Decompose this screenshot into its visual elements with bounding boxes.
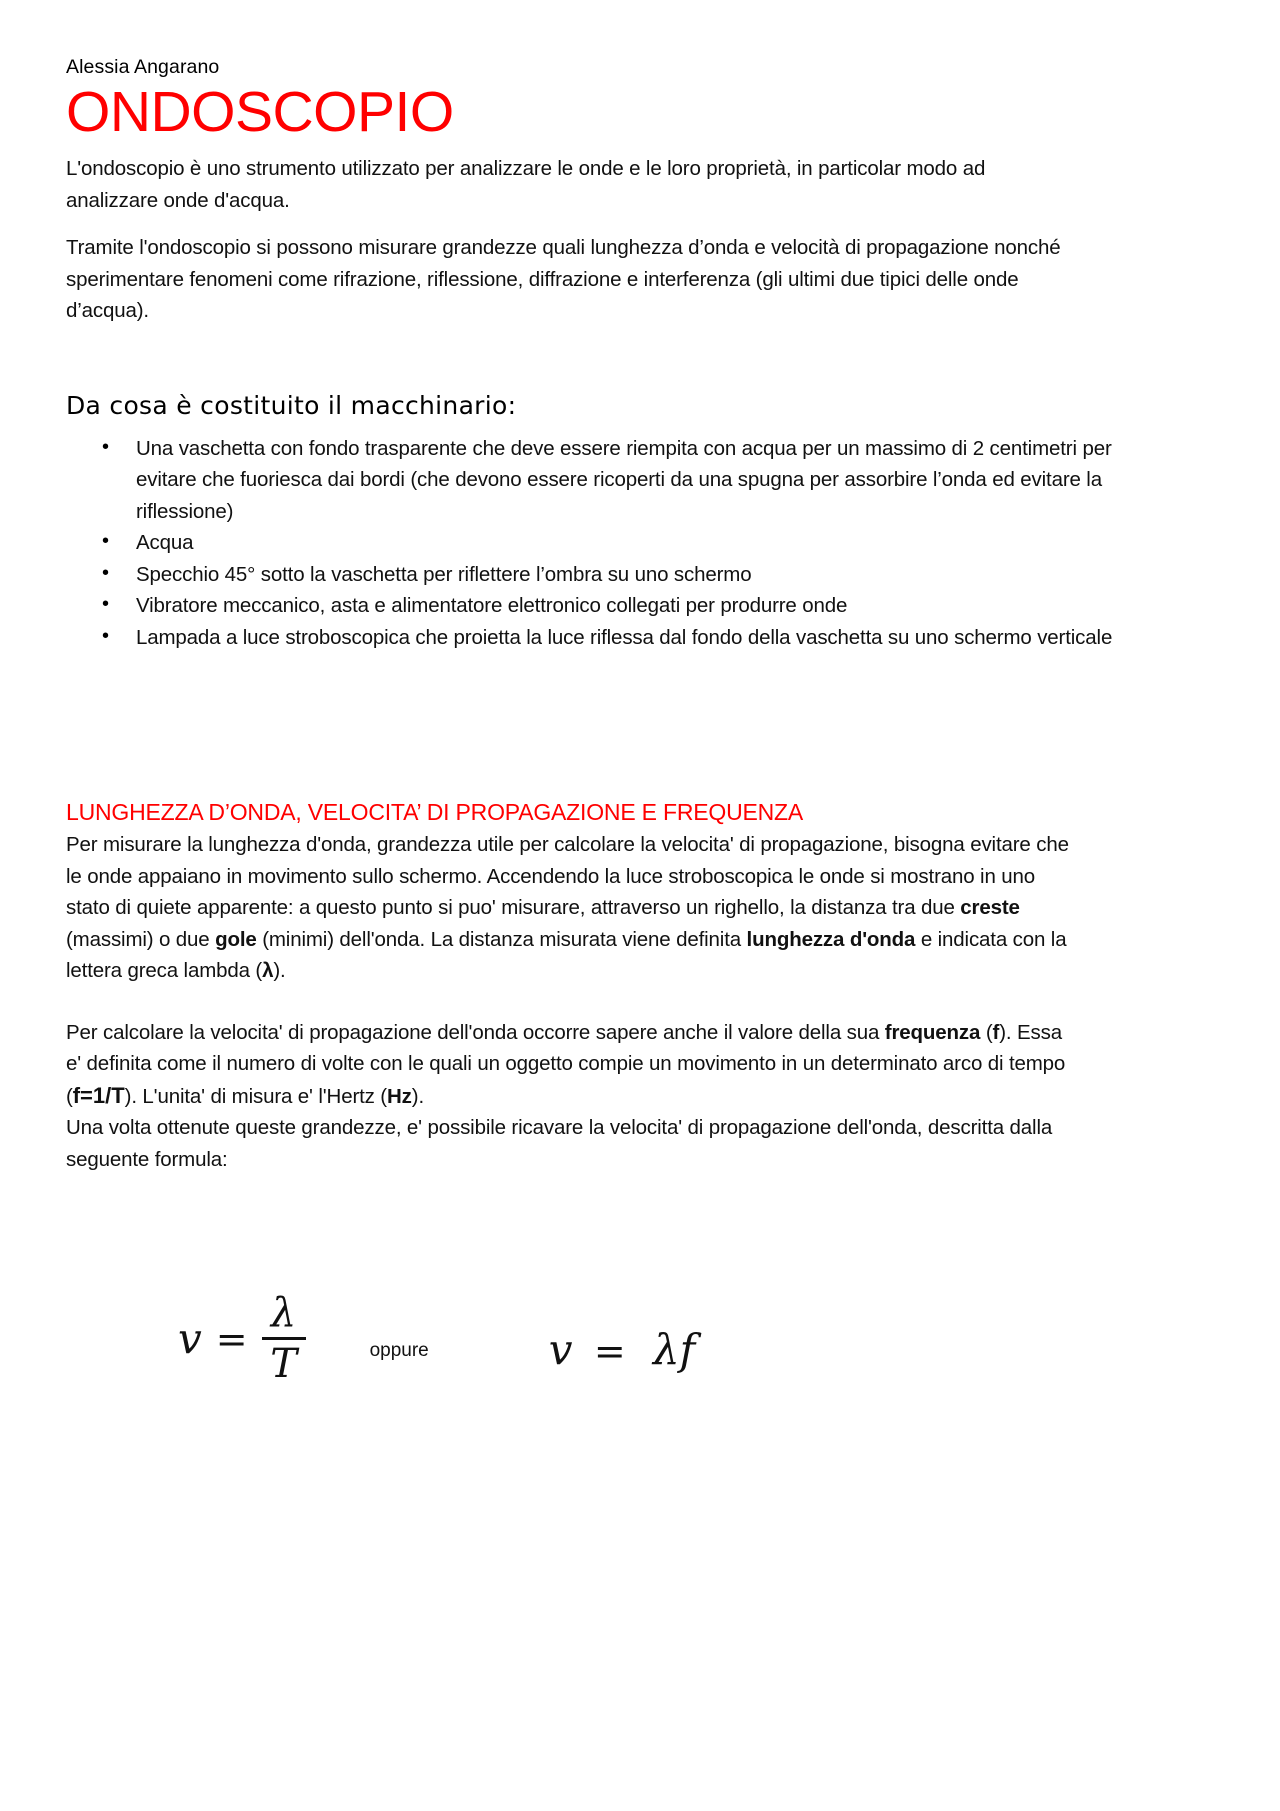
text-fragment: e indicata con la lettera greca lambda ( (66, 927, 1067, 982)
list-item: • Una vaschetta con fondo trasparente che deve essere riempita con acqua per un massimo di 2 centimetri per evitare che fuoriesca dai bordi (che devono essere ricoperti da una spugna per assorbire l’onda ed evitare la riflessione) (66, 433, 1116, 528)
emphasis-lunghezza-donda: lunghezza d'onda (746, 927, 916, 951)
formula-expression-lambda-f: λf (653, 1325, 696, 1374)
formula-velocity-frequency (549, 1325, 695, 1384)
symbol-f: f (992, 1020, 1000, 1044)
fraction-numerator: λ (270, 1290, 297, 1336)
spacer (66, 1175, 1214, 1293)
formula-equals-sign: = (593, 1329, 626, 1373)
emphasis-gole: gole (215, 927, 257, 951)
emphasis-creste: creste (960, 896, 1020, 919)
list-item: • Acqua (66, 527, 1116, 559)
wavelength-paragraph-3: Una volta ottenute queste grandezze, e' possibile ricavare la velocita' di propagazione dell'onda, descritta dalla seguente formula: (66, 1116, 1053, 1171)
section-heading-components: Da cosa è costituito il macchinario: (66, 390, 517, 420)
spacer (66, 771, 1214, 797)
spacer (66, 327, 1214, 389)
wavelength-paragraph-2 (66, 1017, 1078, 1113)
text-fragment: Per calcolare la velocita' di propagazione dell'onda occorre sapere anche il valore della sua (66, 1020, 885, 1044)
list-item: • Vibratore meccanico, asta e alimentatore elettronico collegati per produrre onde (66, 590, 1116, 622)
unit-hertz: Hz (387, 1084, 412, 1108)
spacer (66, 987, 1214, 1017)
list-item: • Lampada a luce stroboscopica che proietta la luce riflessa dal fondo della vaschetta su uno schermo verticale (66, 622, 1116, 654)
formula-equals-sign: = (215, 1316, 248, 1361)
spacer (66, 653, 1214, 771)
text-fragment: ( (980, 1020, 993, 1044)
text-fragment: ). (273, 959, 286, 982)
fraction-denominator: T (270, 1341, 297, 1387)
page-title: ONDOSCOPIO (66, 80, 454, 144)
symbol-lambda: λ (262, 959, 274, 982)
wavelength-paragraph-1 (66, 829, 1078, 987)
fraction (262, 1290, 306, 1387)
components-list (66, 433, 1214, 654)
spacer (66, 216, 1214, 232)
formula-frequency-definition: f=1/T (72, 1082, 125, 1108)
text-fragment: Per misurare la lunghezza d'onda, grandezza utile per calcolare la velocita' di propagazione, bisogna evitare che le onde appaiano in movimento sullo schermo. Accendendo la luce stroboscopica le onde si mostrano in uno stato di quiete apparente: a questo punto si puo' misurare, attraverso un righello, la distanza tra due (66, 833, 1069, 919)
formula-variable-v: v (548, 1325, 573, 1374)
formula-connector-label: oppure (369, 1340, 429, 1361)
formula-velocity-period (178, 1290, 306, 1387)
text-fragment: ). Essa e' definita come il numero di volte con le quali un oggetto compie un movimento in un determinato arco di tempo ( (66, 1020, 1066, 1108)
list-item: • Specchio 45° sotto la vaschetta per riflettere l’ombra su uno schermo (66, 559, 1116, 591)
text-fragment: (minimi) dell'onda. La distanza misurata viene definita (256, 927, 747, 951)
formula-block (66, 1290, 1214, 1387)
intro-paragraph-2: Tramite l'ondoscopio si possono misurare grandezze quali lunghezza d’onda e velocità di propagazione nonché sperimentare fenomeni come rifrazione, riflessione, diffrazione e interferenza (gli ultimi due tipici delle onde d’acqua). (66, 236, 1061, 322)
text-fragment: ). (411, 1084, 424, 1108)
emphasis-frequenza: frequenza (884, 1020, 981, 1044)
text-fragment: (massimi) o due (66, 927, 216, 951)
text-fragment: ). L'unita' di misura e' l'Hertz ( (124, 1084, 387, 1108)
intro-paragraph-1: L'ondoscopio è uno strumento utilizzato per analizzare le onde e le loro proprietà, in particolar modo ad analizzare onde d'acqua. (66, 157, 986, 212)
formula-variable-v: v (178, 1314, 202, 1363)
section-heading-wavelength: LUNGHEZZA D’ONDA, VELOCITA’ DI PROPAGAZIONE E FREQUENZA (66, 799, 804, 825)
author-name: Alessia Angarano (66, 56, 220, 78)
